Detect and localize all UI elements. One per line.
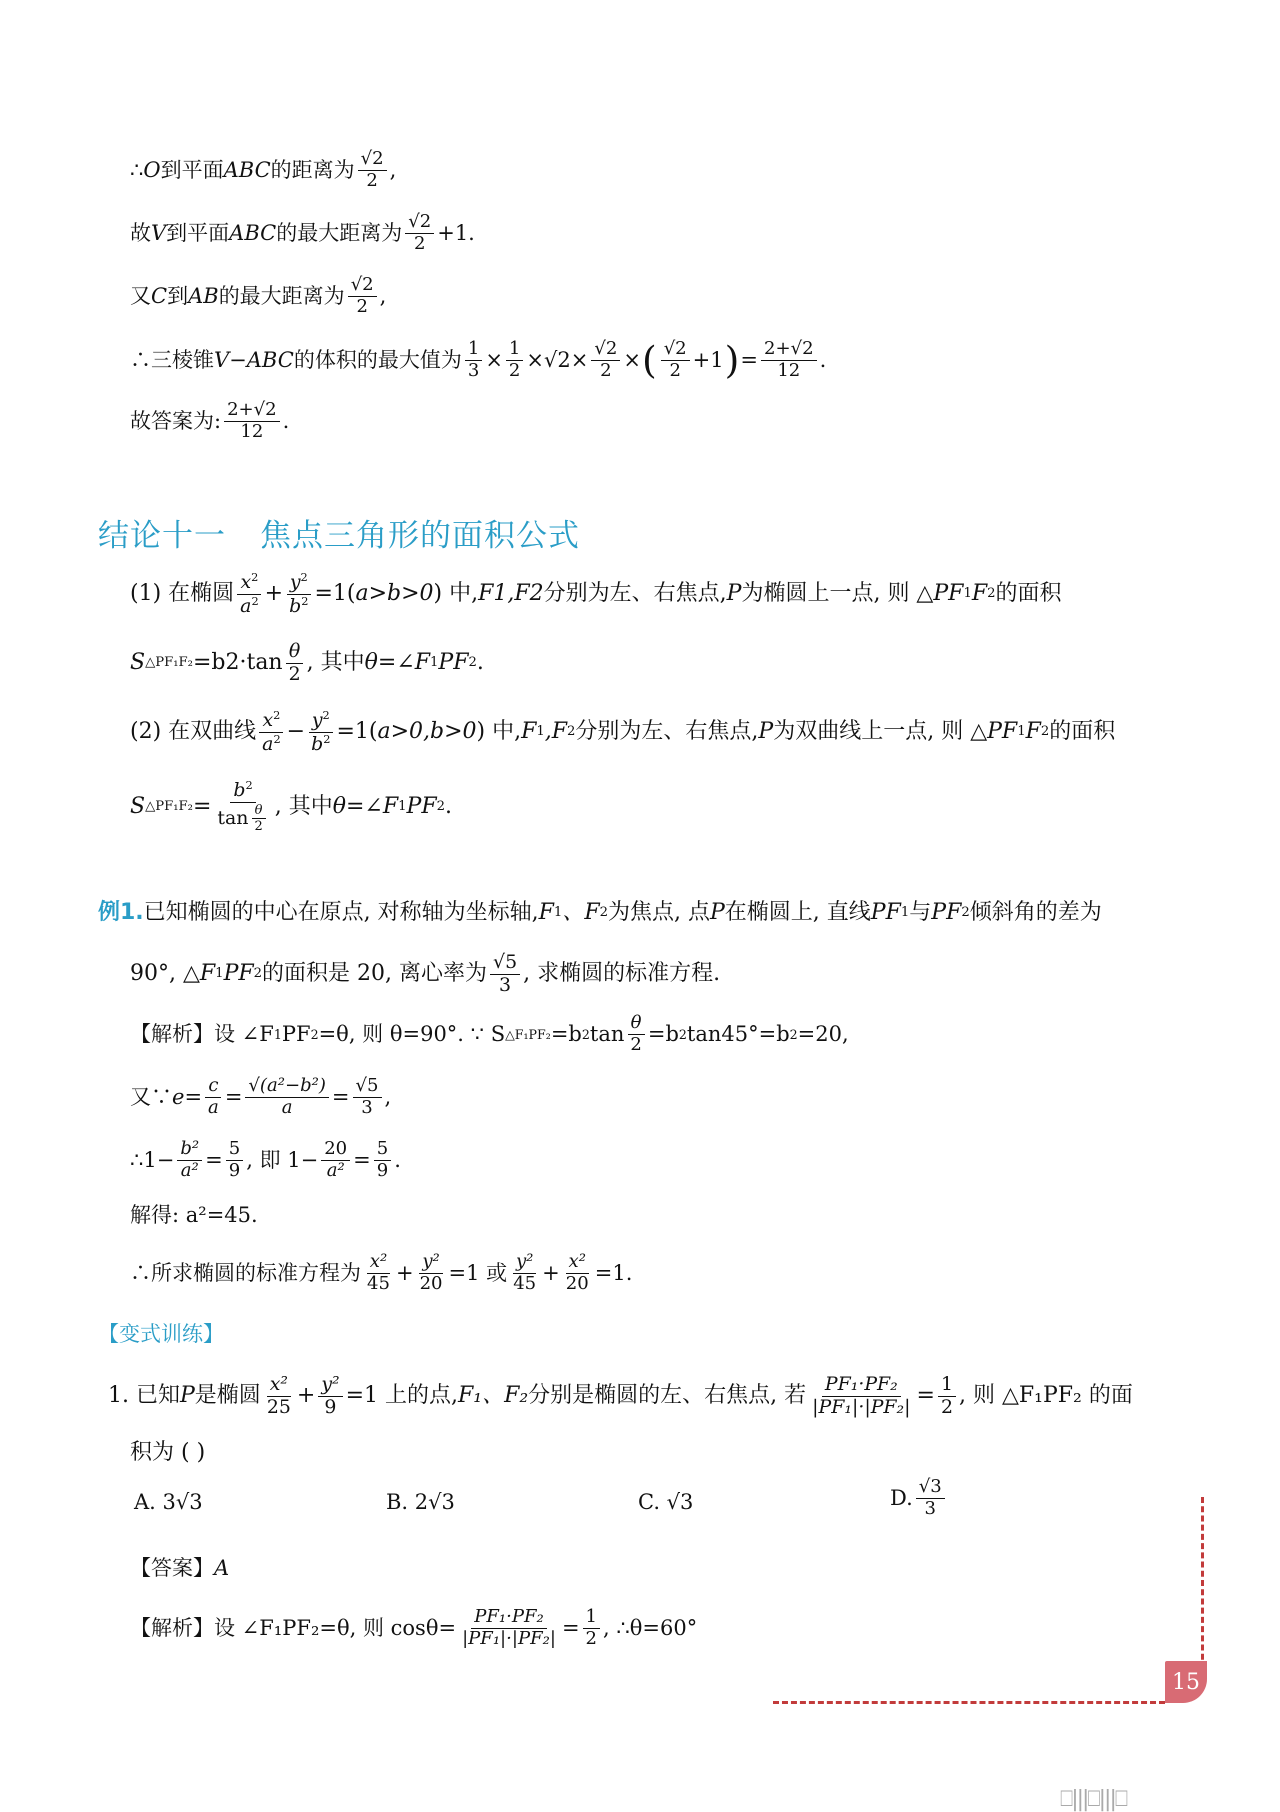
fraction: $\frac{1}{2}$ xyxy=(583,1608,600,1649)
choice-a[interactable]: A. 3√3 xyxy=(134,1490,203,1514)
fraction: $\frac{\text{x²}}{45}$ xyxy=(367,1251,390,1294)
answer-line: 【答案】 A xyxy=(130,1556,230,1580)
fraction: $\frac{x^2}{a^2}$ xyxy=(259,710,284,754)
section-heading: 焦点三角形的面积公式 xyxy=(260,518,580,554)
fraction: $\frac{\text{x²}}{20}$ xyxy=(565,1251,589,1294)
fraction: $\frac{1}{3}$ xyxy=(465,340,482,381)
fraction: $\frac{\text{PF₁·PF₂}}{\text{|PF₁|·|PF₂|}}$ xyxy=(462,1606,556,1649)
fraction: $\frac{20}{\text{a²}}$ xyxy=(321,1140,350,1181)
practice-question-line-1: 1. 已知 P 是椭圆 $\frac{\text{x²}}{25}$ + $\frac{\text{y²}}{9}$ =1 上的点, F₁、F₂ 分别是椭圆的左、右焦点, 若 $\frac{\text{PF₁·PF₂}}{\text{|PF₁|·|PF₂|}}$ = $\frac{1}{2}$ , 则 △F₁PF₂ 的面 xyxy=(108,1373,1133,1418)
section-title xyxy=(98,510,580,555)
fraction: $\frac{√5}{3}$ xyxy=(353,1077,382,1118)
page-border-dashed-horizontal xyxy=(773,1701,1165,1704)
fraction: $\frac{√2}{2}$ xyxy=(405,213,434,254)
fraction: $\frac{\text{√(a²−b²)}}{a}$ xyxy=(245,1077,328,1118)
fraction: $\frac{5}{9}$ xyxy=(226,1140,243,1181)
fraction: $\frac{√2}{2}$ xyxy=(661,340,690,381)
fraction: $\frac{\theta}{2}$ xyxy=(627,1014,644,1055)
fraction: $\frac{√2}{2}$ xyxy=(348,276,377,317)
fraction: $\frac{√2}{2}$ xyxy=(358,150,387,191)
page-number: 15 xyxy=(1165,1661,1207,1703)
fraction: $\frac{1}{2}$ xyxy=(506,340,523,381)
example-label: 例1. xyxy=(98,900,144,925)
example-solution-line-3: ∴1− $\frac{\text{b²}}{\text{a²}}$ = $\frac{5}{9}$ , 即 1− $\frac{20}{\text{a²}}$ = $\frac{5}{9}$ . xyxy=(130,1138,401,1181)
example-question-line-1: 例1. 已知椭圆的中心在原点, 对称轴为坐标轴, F 1 、F 2 为焦点, 点 P 在椭圆上, 直线 PF 1 与 PF 2 倾斜角的差为 xyxy=(98,900,1102,925)
solution-line-1: ∴ O 到平面 ABC 的距离为 $\frac{√2}{2}$ , xyxy=(130,148,397,191)
fraction: $\frac{c}{a}$ xyxy=(205,1077,222,1118)
choice-c[interactable]: C. √3 xyxy=(638,1490,694,1514)
fraction: $\frac{√5}{3}$ xyxy=(490,953,520,996)
solution-line-3: 又 C 到 AB 的最大距离为 $\frac{√2}{2}$ , xyxy=(130,274,387,317)
fraction: $\frac{\text{y²}}{45}$ xyxy=(513,1251,537,1294)
example-solution-line-4: 解得: a²=45. xyxy=(130,1203,258,1227)
fraction: $\frac{y^2}{b^2}$ xyxy=(308,710,333,754)
formula-1: S △PF₁F₂ =b2·tan $\frac{\theta}{2}$ , 其中 θ=∠F 1 PF 2 . xyxy=(130,640,484,685)
practice-question-line-2: 积为 ( ) xyxy=(130,1440,206,1465)
practice-label: 【变式训练】 xyxy=(98,1322,224,1346)
fraction: $\frac{2+√2}{12}$ xyxy=(761,340,817,381)
fraction: $\frac{\text{y²}}{9}$ xyxy=(318,1375,342,1418)
fraction: $\frac{y^2}{b^2}$ xyxy=(286,572,311,616)
example-solution-line-1: 【解析】 设 ∠F 1 PF 2 =θ, 则 θ=90°. ∵ S △F₁PF₂ =b 2 tan $\frac{\theta}{2}$ =b 2 tan45°=b 2 =20, xyxy=(130,1012,849,1055)
formula-2: S △PF₁F₂ = $b^2$ tan $\frac{\theta}{2}$ , 其中 θ=∠F 1 PF 2 . xyxy=(130,778,452,835)
solution-line-2: 故 V 到平面 ABC 的最大距离为 $\frac{√2}{2}$ +1. xyxy=(130,211,475,254)
fraction: $\frac{\text{b²}}{\text{a²}}$ xyxy=(177,1140,202,1181)
fraction: $\frac{\text{PF₁·PF₂}}{\text{|PF₁|·|PF₂|}}$ xyxy=(812,1373,911,1418)
fraction: $\frac{x^2}{a^2}$ xyxy=(237,572,262,616)
fraction: $\frac{√3}{3}$ xyxy=(916,1478,945,1519)
practice-solution-line: 【解析】 设 ∠F₁PF₂=θ, 则 cosθ= $\frac{\text{PF₁·PF₂}}{\text{|PF₁|·|PF₂|}}$ = $\frac{1}{2}$ , ∴θ=60° xyxy=(130,1606,698,1649)
page-border-dashed-vertical xyxy=(1201,1497,1204,1669)
fraction: $\frac{\text{x²}}{25}$ xyxy=(266,1373,291,1418)
conclusion-2: (2) 在双曲线 $\frac{x^2}{a^2}$ − $\frac{y^2}{b^2}$ =1( a>0,b>0 ) 中, F 1 ,F 2 分别为左、右焦点, P 为双曲线上一点, 则 △ PF 1 F 2 的面积 xyxy=(130,708,1116,755)
choice-b[interactable]: B. 2√3 xyxy=(386,1490,455,1514)
example-solution-line-5: ∴所求椭圆的标准方程为 $\frac{\text{x²}}{45}$ + $\frac{\text{y²}}{20}$ =1 或 $\frac{\text{y²}}{45}$ + $\frac{\text{x²}}{20}$ =1. xyxy=(130,1251,633,1294)
solution-line-4: ∴三棱锥 V−ABC 的体积的最大值为 $\frac{1}{3}$ × $\frac{1}{2}$ ×√2× $\frac{√2}{2}$ × ( $\frac{√2}{2}$ +1 ) = $\frac{2+√2}{12}$ . xyxy=(130,338,827,382)
example-solution-line-2: 又∵ e = $\frac{c}{a}$ = $\frac{\text{√(a²−b²)}}{a}$ = $\frac{√5}{3}$ , xyxy=(130,1075,392,1118)
conclusion-1: (1) 在椭圆 $\frac{x^2}{a^2}$ + $\frac{y^2}{b^2}$ =1( a>b>0 ) 中, F1,F2 分别为左、右焦点, P 为椭圆上一点, 则 △ PF 1 F 2 的面积 xyxy=(130,570,1062,617)
watermark: ⎕|||⎕|||⎕ xyxy=(1060,1787,1127,1812)
section-number: 结论十一 xyxy=(98,518,226,554)
fraction: $\frac{\text{y²}}{20}$ xyxy=(419,1251,443,1294)
fraction: $\frac{√2}{2}$ xyxy=(591,340,620,381)
fraction: $b^2$ tan $\frac{\theta}{2}$ xyxy=(214,780,271,834)
fraction: $\frac{\theta}{2}$ xyxy=(286,642,304,685)
fraction: $\frac{5}{9}$ xyxy=(374,1140,391,1181)
fraction: $\frac{2+√2}{12}$ xyxy=(224,401,280,442)
solution-line-5: 故答案为: $\frac{2+√2}{12}$ . xyxy=(130,399,290,442)
example-question-line-2: 90°, △ F 1 PF 2 的面积是 20, 离心率为 $\frac{√5}{3}$ , 求椭圆的标准方程. xyxy=(130,951,721,996)
choice-d[interactable]: D. $\frac{√3}{3}$ xyxy=(890,1478,948,1519)
fraction: $\frac{1}{2}$ xyxy=(938,1375,956,1418)
